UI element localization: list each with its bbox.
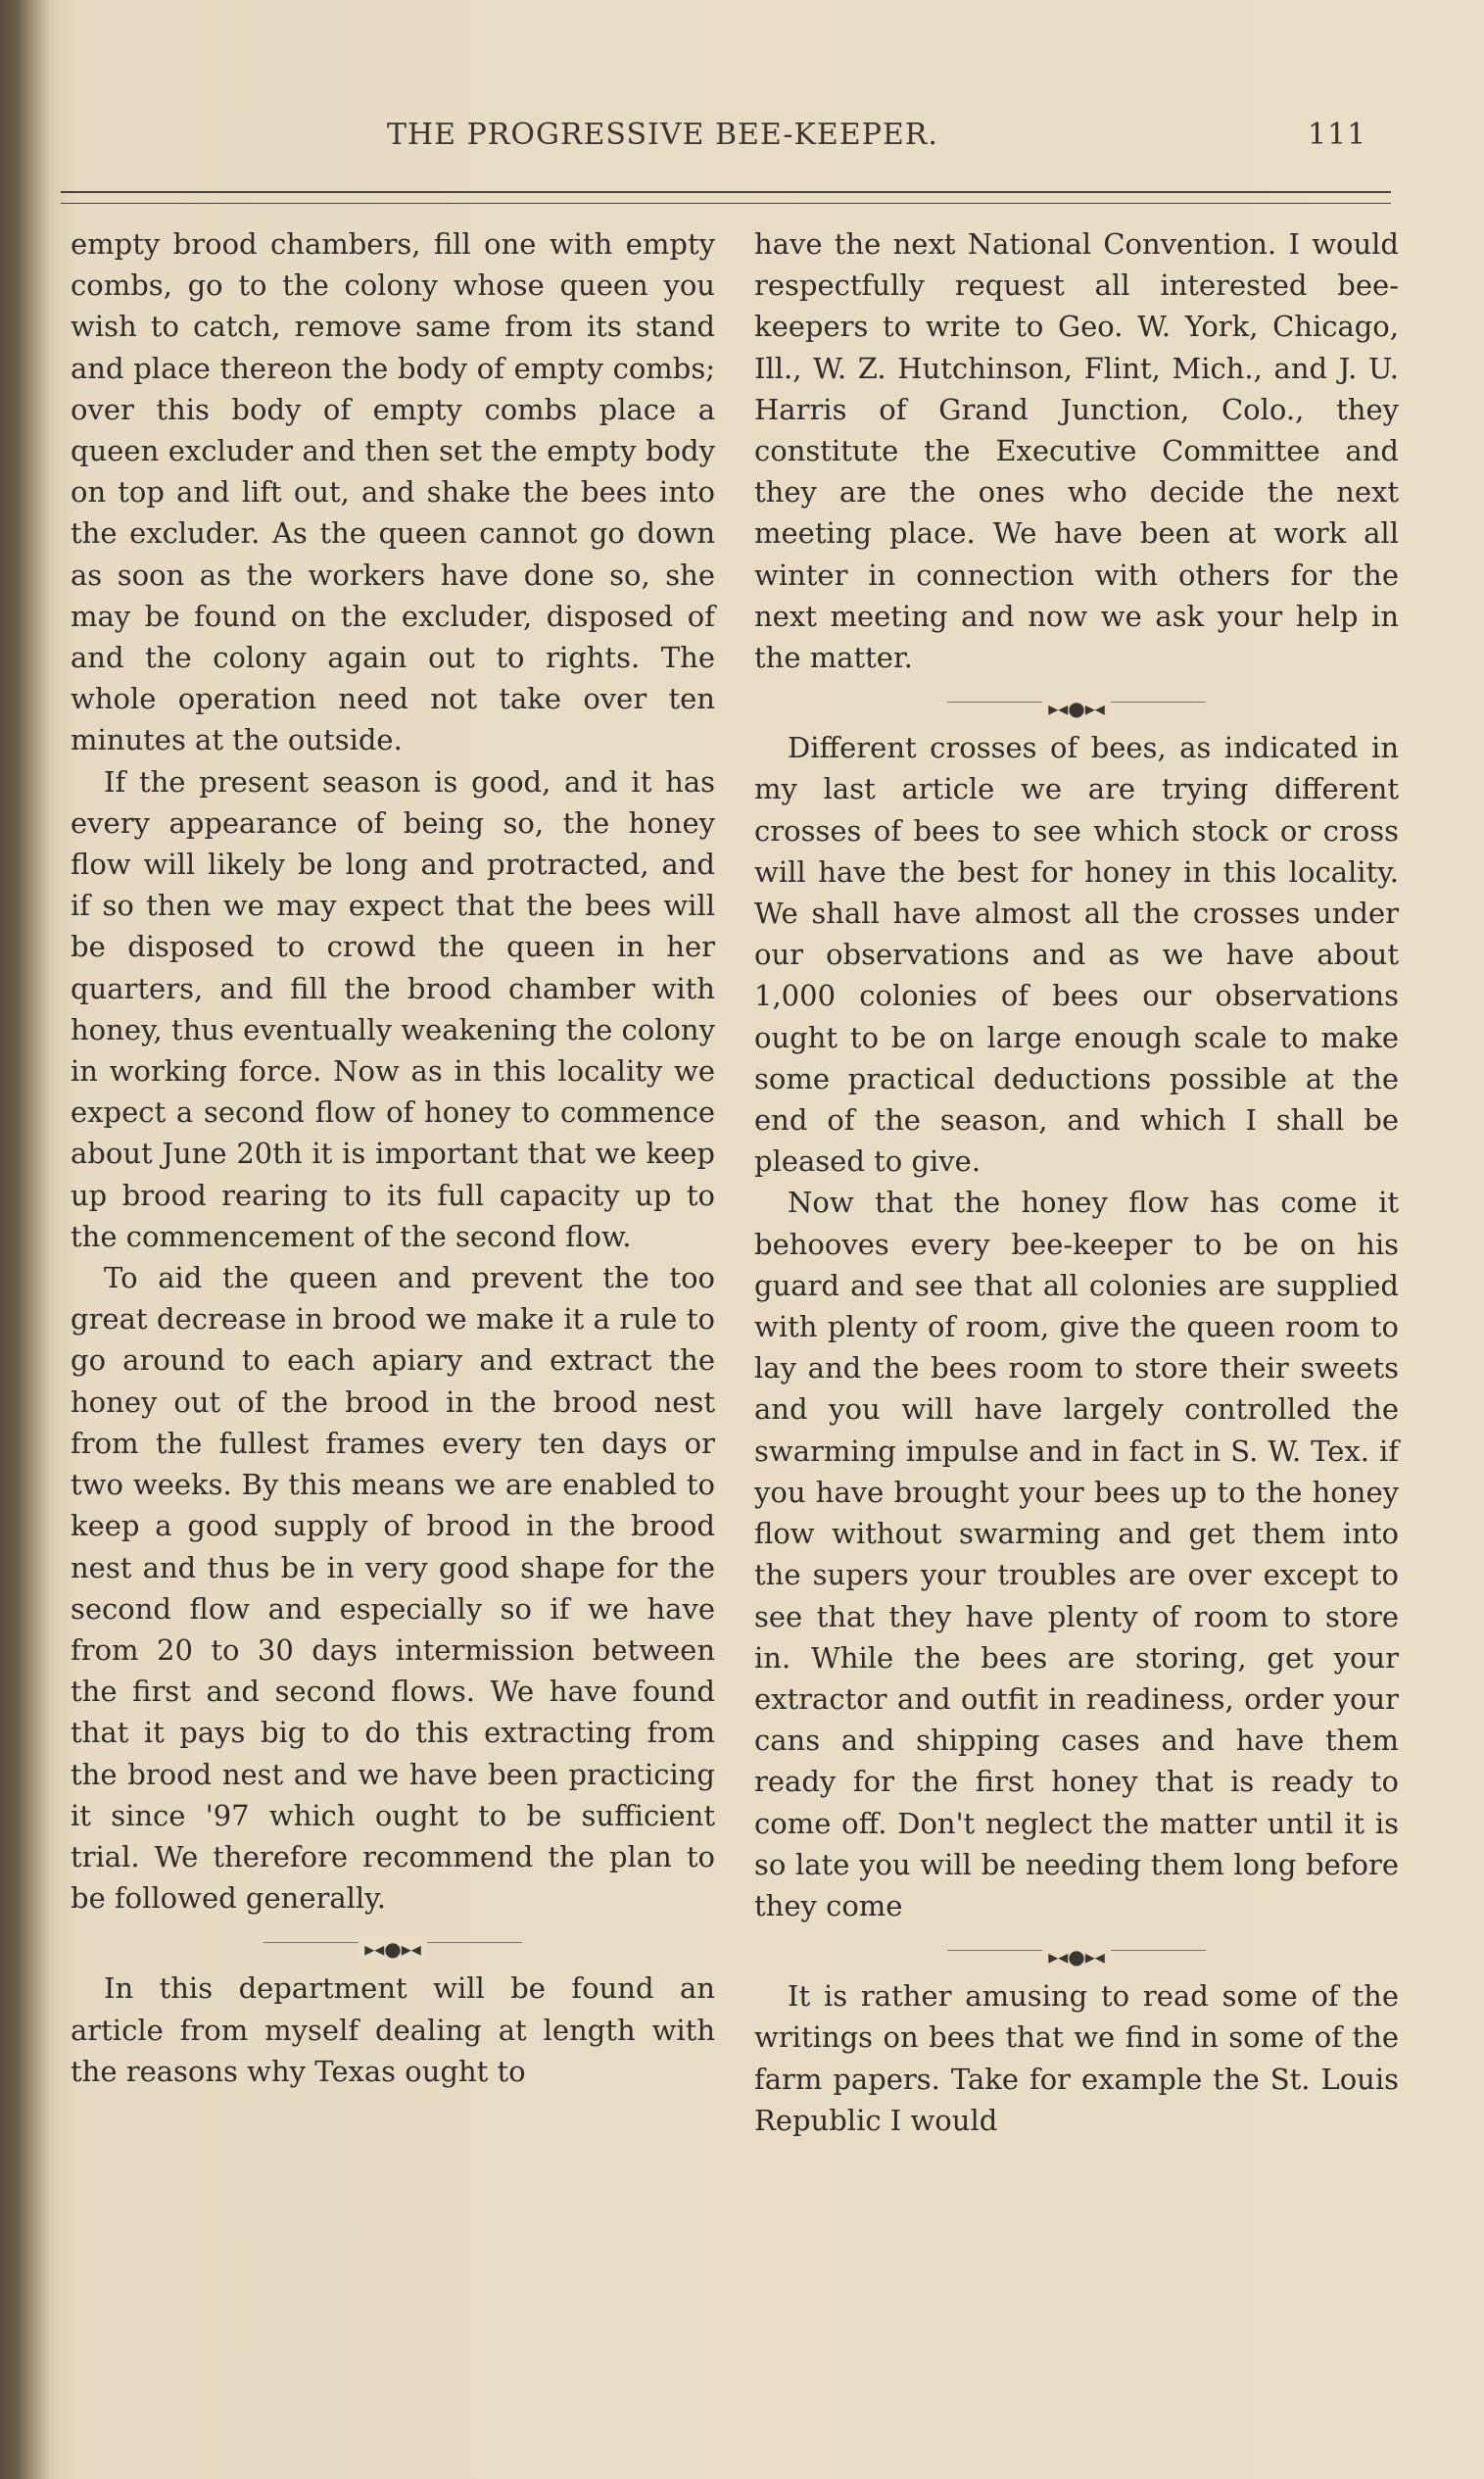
paragraph: To aid the queen and prevent the too great decrease in brood we make it a rule to go around to each apiary and extract the honey out of the brood in the brood nest from the fullest frames every ten days or two weeks. By this means we are enabled to keep a good supply of brood in the brood nest and thus be in very good shape for the second flow and especially so if we have from 20 to 30 days intermission between the first and second flows. We have found that it pays big to do this extracting from the brood nest and we have been practicing it since '97 which ought to be sufficient trial. We therefore recommend the plan to be followed generally. (71, 1261, 715, 1916)
paragraph: In this department will be found an article from myself dealing at length with the reasons why Texas ought to (71, 1971, 715, 2088)
ornament-icon: ▸◂●▸◂ (1042, 1945, 1111, 1969)
right-column (754, 223, 1399, 2141)
paragraph: empty brood chambers, fill one with empty combs, go to the colony whose queen you wish to catch, remove same from its stand and place thereon the body of empty combs; over this body of empty combs place a queen excluder and then set the empty body on top and lift out, and shake the bees into the excluder. As the queen cannot go down as soon as the workers have done so, she may be found on the excluder, disposed of and the colony again out to rights. The whole operation need not take over ten minutes at the outside. (71, 227, 715, 757)
header-rule (61, 191, 1391, 204)
left-column (71, 223, 715, 2092)
section-separator (71, 1919, 715, 1968)
paragraph: have the next National Convention. I would respectfully request all interested bee-keepers to write to Geo. W. York, Chicago, Ill., W. Z. Hutchinson, Flint, Mich., and J. U. Harris of Grand Junction, Colo., they constitute the Executive Committee and they are the ones who decide the next meeting place. We have been at work all winter in connection with others for the next meeting and now we ask your help in the matter. (754, 227, 1399, 675)
running-header (387, 118, 1367, 167)
page-number: 111 (1308, 118, 1367, 152)
section-separator (754, 678, 1399, 727)
paragraph: If the present season is good, and it has every appearance of being so, the honey flow will likely be long and protracted, and if so then we may expect that the bees will be disposed to crowd the queen in her quarters, and fill the brood chamber with honey, thus eventually weakening the colony in working force. Now as in this locality we expect a second flow of honey to commence about June 20th it is important that we keep up brood rearing to its full capacity up to the commencement of the second flow. (71, 764, 715, 1253)
ornament-icon: ▸◂●▸◂ (1042, 697, 1111, 720)
journal-title: THE PROGRESSIVE BEE-KEEPER. (387, 118, 938, 152)
ornament-icon: ▸◂●▸◂ (359, 1937, 427, 1961)
paragraph: It is rather amusing to read some of the writings on bees that we find in some of the farm papers. Take for example the St. Louis Republic I would (754, 1979, 1399, 2137)
section-separator (754, 1926, 1399, 1975)
paragraph: Now that the honey flow has come it behooves every bee-keeper to be on his guard and see that all colonies are supplied with plenty of room, give the queen room to lay and the bees room to store their sweets and you will have largely controlled the swarming impulse and in fact in S. W. Tex. if you have brought your bees up to the honey flow without swarming and get them into the supers your troubles are over except to see that they have plenty of room to store in. While the bees are storing, get your extractor and outfit in readiness, order your cans and shipping cases and have them ready for the first honey that is ready to come off. Don't neglect the matter until it is so late you will be needing them long before they come (754, 1186, 1399, 1922)
paragraph: Different crosses of bees, as indicated in my last article we are trying different crosses of bees to see which stock or cross will have the best for honey in this locality. We shall have almost all the crosses under our observations and as we have about 1,000 colonies of bees our observations ought to be on large enough scale to make some practical deductions possible at the end of the season, and which I shall be pleased to give. (754, 731, 1399, 1179)
